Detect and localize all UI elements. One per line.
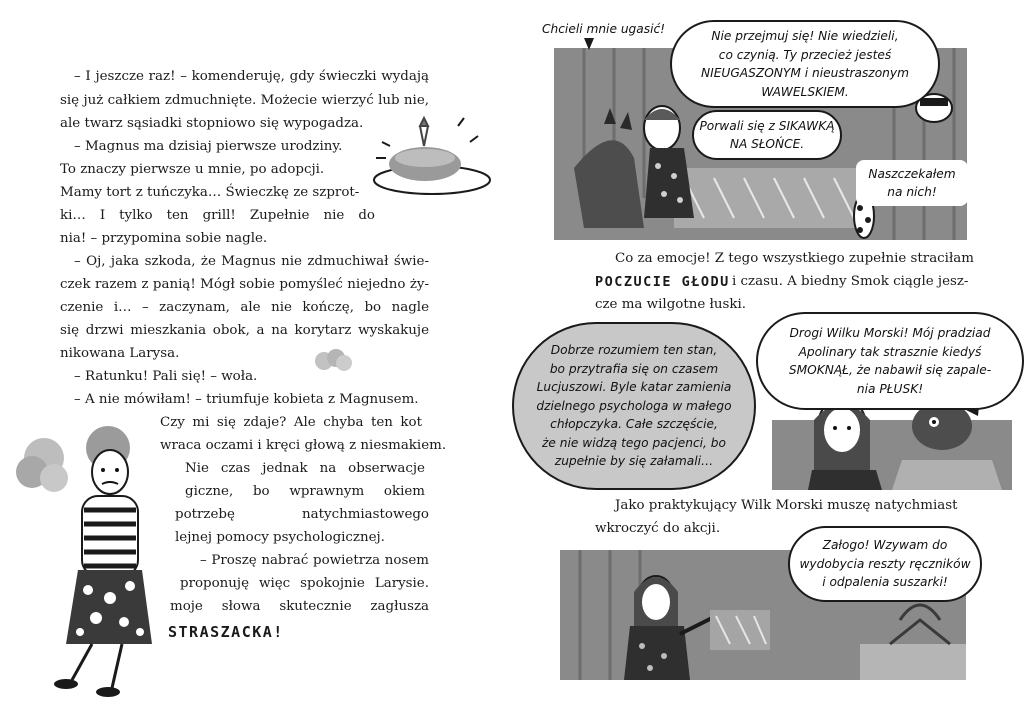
bubble-line: zupełnie by się załamali… xyxy=(554,454,714,469)
paragraph-line: To znaczy pierwsze u mnie, po adopcji. xyxy=(60,162,325,177)
paragraph-line: ale twarz sąsiadki stopniowo się wypogadza. xyxy=(60,116,364,131)
paragraph-line: Nie czas jednak na obserwacje xyxy=(185,461,425,476)
bubble-line: bo przytrafia się on czasem xyxy=(549,361,719,376)
paragraph-line: Mamy tort z tuńczyka… Świeczkę ze szprot- xyxy=(60,185,360,200)
neighbour-woman-illustration xyxy=(10,418,170,702)
bubble-line: NA SŁOŃCE. xyxy=(729,137,805,151)
paragraph-line: Jako praktykujący Wilk Morski muszę natychmiast xyxy=(615,498,958,513)
bubble-line: chłopczyka. Całe szczęście, xyxy=(550,417,718,432)
paragraph-line: Co za emocje! Z tego wszystkiego zupełnie straciłam xyxy=(615,251,974,266)
caption-line: na nich! xyxy=(887,185,937,199)
paragraph-line: potrzebę natychmiastowego xyxy=(175,507,429,522)
bubble-line: wydobycia reszty ręczników xyxy=(799,556,971,571)
bubble-line: że nie widzą tego pacjenci, bo xyxy=(542,435,726,450)
paragraph-line: wkroczyć do akcji. xyxy=(595,521,721,536)
paragraph-line: i czasu. A biedny Smok ciągle jesz- xyxy=(732,274,969,289)
paragraph-line: nikowana Larysa. xyxy=(60,346,180,361)
paragraph-line: wraca oczami i kręci głową z niesmakiem. xyxy=(160,438,447,453)
speech-bubble-dont-worry xyxy=(670,20,940,108)
paragraph-line: proponuję więc spokojnie Larysie. xyxy=(180,576,429,591)
paragraph-line: – Magnus ma dzisiaj pierwsze urodziny. xyxy=(74,139,343,154)
paragraph-line: – Ratunku! Pali się! – woła. xyxy=(74,369,258,384)
paragraph-line: – A nie mówiłam! – triumfuje kobieta z Magnusem. xyxy=(74,392,419,407)
bubble-line: Lucjuszowi. Byle katar zamienia xyxy=(536,380,732,395)
caption-barked xyxy=(856,160,968,206)
right-page xyxy=(512,0,1024,702)
siren-word: STRASZACKA! xyxy=(168,623,284,641)
paragraph-line: czenie i… – zaczynam, ale nie kończę, bo nagle xyxy=(60,300,429,315)
bubble-line: nia PŁUSK! xyxy=(856,381,924,396)
smoke-puff xyxy=(312,346,356,374)
bubble-line: co czynią. Ty przecież jesteś xyxy=(718,47,892,62)
hunger-word: POCZUCIE GŁODU xyxy=(595,274,730,290)
bubble-line: Dobrze rozumiem ten stan, xyxy=(550,343,718,358)
speech-bubble-sun-hose xyxy=(692,110,842,160)
bubble-line: Apolinary tak strasznie kiedyś xyxy=(798,344,982,359)
paragraph-line: Czy mi się zdaje? Ale chyba ten kot xyxy=(160,415,422,430)
bubble-line: i odpalenia suszarki! xyxy=(822,575,948,590)
bubble-line: Nie przejmuj się! Nie wiedzieli, xyxy=(711,29,899,43)
bubble-line: NIEUGASZONYM i nieustraszonym xyxy=(701,66,909,80)
paragraph-line: giczne, bo wprawnym okiem xyxy=(185,484,425,499)
caption-put-out: Chcieli mnie ugasić! xyxy=(542,22,666,36)
paragraph-line: – I jeszcze raz! – komenderuję, gdy świeczki wydają xyxy=(74,69,429,84)
speech-bubble-crew xyxy=(788,526,982,602)
bubble-line: WAWELSKIEM. xyxy=(761,84,849,99)
paragraph-line: czek razem z panią! Mógł sobie pomyśleć niejedno ży- xyxy=(60,277,429,292)
paragraph-line: – Proszę nabrać powietrza nosem xyxy=(200,553,429,568)
paragraph-line: cze ma wilgotne łuski. xyxy=(595,297,747,312)
caption-pointer xyxy=(584,38,594,50)
paragraph-line: moje słowa skutecznie zagłusza xyxy=(170,599,429,614)
bubble-line: Drogi Wilku Morski! Mój pradziad xyxy=(789,326,991,340)
paragraph-line: nia! – przypomina sobie nagle. xyxy=(60,231,268,246)
cake-illustration xyxy=(362,112,492,202)
bubble-line: SMOKNĄŁ, że nabawił się zapale- xyxy=(788,363,992,377)
caption-line: Naszczekałem xyxy=(868,166,956,181)
bubble-line: Porwali się z SIKAWKĄ xyxy=(699,118,835,133)
paragraph-line: się już całkiem zdmuchnięte. Możecie wierzyć lub nie, xyxy=(60,93,429,108)
speech-bubble-lucjusz xyxy=(512,322,756,490)
paragraph-line: się drzwi mieszkania obok, a na korytarz wyskakuje xyxy=(60,323,429,338)
bubble-line: Załogo! Wzywam do xyxy=(822,538,948,553)
paragraph-line: ki… I tylko ten grill! Zupełnie nie do xyxy=(60,208,375,223)
paragraph-line: – Oj, jaka szkoda, że Magnus nie zdmuchiwał świe- xyxy=(74,254,429,269)
paragraph-line: lejnej pomocy psychologicznej. xyxy=(175,530,385,545)
bubble-line: dzielnego psychologa w małego xyxy=(536,398,732,413)
speech-bubble-wolf xyxy=(756,312,1024,410)
